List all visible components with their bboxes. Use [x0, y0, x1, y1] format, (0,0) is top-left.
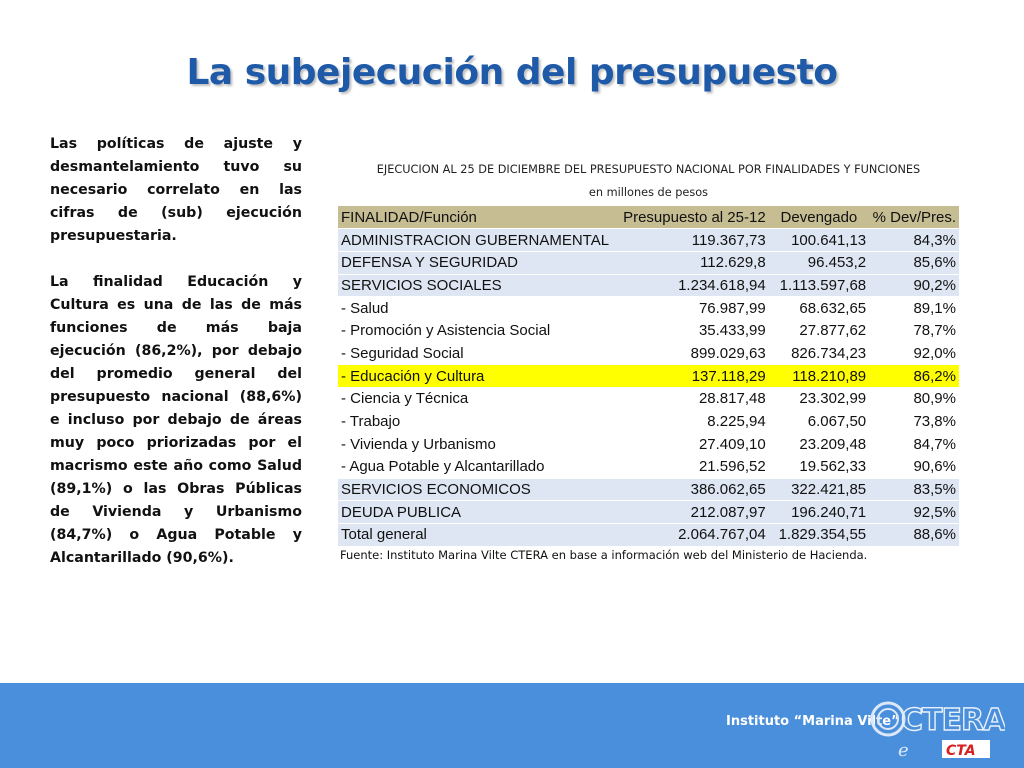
row-presupuesto: 137.118,29 [620, 365, 769, 388]
row-presupuesto: 27.409,10 [620, 433, 769, 456]
ctera-logo-emblem [872, 703, 904, 735]
row-pct: 88,6% [869, 524, 959, 547]
row-devengado: 118.210,89 [769, 365, 869, 388]
row-devengado: 1.113.597,68 [769, 274, 869, 297]
row-label: - Vivienda y Urbanismo [338, 433, 620, 456]
row-presupuesto: 212.087,97 [620, 501, 769, 524]
row-pct: 86,2% [869, 365, 959, 388]
paragraph-intro: Las políticas de ajuste y desmantelamiento tuvo su necesario correlato en las cifras de (sub) ejecución presupuestaria. [50, 136, 302, 244]
cta-logo-text: CTA [946, 743, 976, 759]
row-pct: 84,3% [869, 229, 959, 252]
table-row [338, 274, 959, 297]
budget-table [338, 206, 959, 547]
table-row [338, 410, 959, 433]
row-presupuesto: 386.062,65 [620, 478, 769, 501]
row-label: - Seguridad Social [338, 342, 620, 365]
ctera-logo [870, 694, 1005, 764]
row-pct: 85,6% [869, 251, 959, 274]
row-label: DEFENSA Y SEGURIDAD [338, 251, 620, 274]
row-presupuesto: 1.234.618,94 [620, 274, 769, 297]
row-pct: 92,0% [869, 342, 959, 365]
paragraph-education: La finalidad Educación y Cultura es una de las de más funciones de más baja ejecución (86,2%), por debajo del promedio general del presupuesto nacional (88,6%) e incluso por debajo de áreas muy poco priorizadas por el macrismo este año como Salud (89,1%) o las Obras Públicas de Vivienda y Urbanismo (84,7%) o Agua Potable y Alcantarillado (90,6%). [50, 274, 302, 566]
table-source-note: Fuente: Instituto Marina Vilte CTERA en base a información web del Ministerio de Hacienda. [340, 548, 868, 562]
table-row [338, 456, 959, 479]
row-presupuesto: 899.029,63 [620, 342, 769, 365]
row-presupuesto: 35.433,99 [620, 319, 769, 342]
row-presupuesto: 8.225,94 [620, 410, 769, 433]
row-label: - Ciencia y Técnica [338, 388, 620, 411]
row-label: DEUDA PUBLICA [338, 501, 620, 524]
row-pct: 84,7% [869, 433, 959, 456]
table-total-row [338, 524, 959, 547]
row-devengado: 27.877,62 [769, 319, 869, 342]
row-pct: 90,2% [869, 274, 959, 297]
header-pct: % Dev/Pres. [869, 206, 959, 229]
table-row-highlighted [338, 365, 959, 388]
table-row [338, 433, 959, 456]
table-row [338, 229, 959, 252]
row-pct: 90,6% [869, 456, 959, 479]
row-label: Total general [338, 524, 620, 547]
row-devengado: 826.734,23 [769, 342, 869, 365]
row-label: - Trabajo [338, 410, 620, 433]
table-row [338, 297, 959, 320]
table-row [338, 478, 959, 501]
row-devengado: 68.632,65 [769, 297, 869, 320]
row-pct: 83,5% [869, 478, 959, 501]
header-presupuesto: Presupuesto al 25-12 [620, 206, 769, 229]
logo-e-mark: e [898, 740, 909, 761]
row-devengado: 322.421,85 [769, 478, 869, 501]
row-label: - Promoción y Asistencia Social [338, 319, 620, 342]
table-row [338, 342, 959, 365]
row-presupuesto: 119.367,73 [620, 229, 769, 252]
row-devengado: 23.209,48 [769, 433, 869, 456]
table-row [338, 319, 959, 342]
table-row [338, 388, 959, 411]
slide-title: La subejecución del presupuesto [186, 52, 838, 93]
row-label: - Agua Potable y Alcantarillado [338, 456, 620, 479]
table-row [338, 251, 959, 274]
row-pct: 92,5% [869, 501, 959, 524]
row-pct: 78,7% [869, 319, 959, 342]
row-devengado: 196.240,71 [769, 501, 869, 524]
row-presupuesto: 112.629,8 [620, 251, 769, 274]
row-label: - Educación y Cultura [338, 365, 620, 388]
row-devengado: 19.562,33 [769, 456, 869, 479]
row-pct: 80,9% [869, 388, 959, 411]
row-devengado: 23.302,99 [769, 388, 869, 411]
row-presupuesto: 21.596,52 [620, 456, 769, 479]
ctera-logo-text: CTERA [901, 703, 1005, 738]
row-presupuesto: 76.987,99 [620, 297, 769, 320]
row-pct: 89,1% [869, 297, 959, 320]
table-row [338, 501, 959, 524]
table-subcaption: en millones de pesos [588, 186, 709, 199]
header-finalidad: FINALIDAD/Función [338, 206, 620, 229]
row-devengado: 6.067,50 [769, 410, 869, 433]
footer-institute-label: Instituto “Marina Vilte” [726, 714, 900, 729]
row-devengado: 1.829.354,55 [769, 524, 869, 547]
row-label: SERVICIOS ECONOMICOS [338, 478, 620, 501]
row-label: - Salud [338, 297, 620, 320]
row-pct: 73,8% [869, 410, 959, 433]
row-devengado: 96.453,2 [769, 251, 869, 274]
row-presupuesto: 28.817,48 [620, 388, 769, 411]
body-text [50, 133, 302, 593]
header-devengado: Devengado [769, 206, 869, 229]
row-label: ADMINISTRACION GUBERNAMENTAL [338, 229, 620, 252]
row-devengado: 100.641,13 [769, 229, 869, 252]
row-label: SERVICIOS SOCIALES [338, 274, 620, 297]
table-caption: EJECUCION AL 25 DE DICIEMBRE DEL PRESUPUESTO NACIONAL POR FINALIDADES Y FUNCIONES [376, 163, 921, 176]
row-presupuesto: 2.064.767,04 [620, 524, 769, 547]
table-header-row [338, 206, 959, 229]
